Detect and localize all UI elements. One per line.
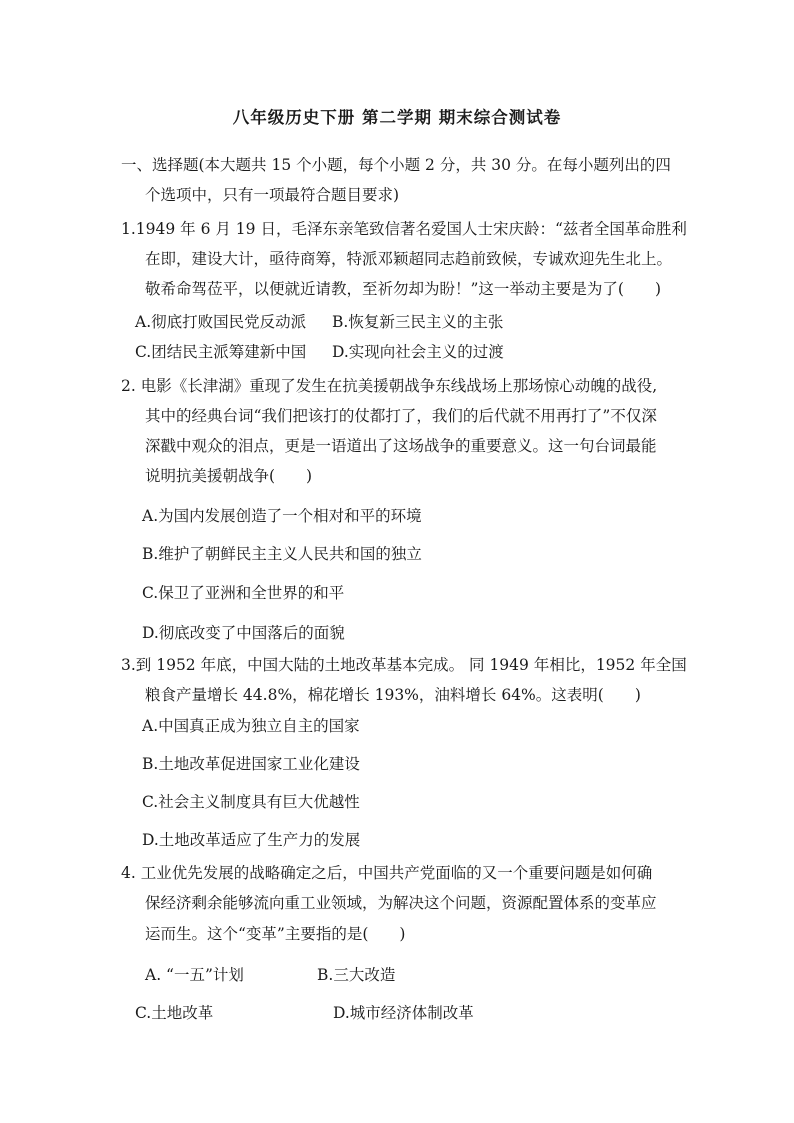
question-1-stem-line-1: 1.1949 年 6 月 19 日，毛泽东亲笔致信著名爱国人士宋庆龄：“兹者全国革命胜利 bbox=[121, 220, 687, 238]
question-4-stem-line-1: 4. 工业优先发展的战略确定之后，中国共产党面临的又一个重要问题是如何确 bbox=[121, 864, 653, 882]
exam-title: 八年级历史下册 第二学期 期末综合测试卷 bbox=[232, 108, 562, 127]
section-heading-line-1: 一、选择题(本大题共 15 个小题，每个小题 2 分，共 30 分。在每小题列出的四 bbox=[121, 156, 671, 174]
question-3-option-b[interactable]: B.土地改革促进国家工业化建设 bbox=[142, 755, 360, 773]
question-3-stem-line-1: 3.到 1952 年底，中国大陆的土地改革基本完成。 同 1949 年相比，1952 年全国 bbox=[121, 656, 687, 674]
question-2-stem-line-3: 深戳中观众的泪点，更是一语道出了这场战争的重要意义。这一句台词最能 bbox=[145, 437, 657, 455]
question-4-stem-line-3: 运而生。这个“变革”主要指的是( ) bbox=[145, 925, 406, 943]
question-4-option-c[interactable]: C.土地改革 bbox=[135, 1004, 214, 1022]
question-2-stem-line-2: 其中的经典台词“我们把该打的仗都打了，我们的后代就不用再打了”不仅深 bbox=[145, 407, 657, 425]
question-1-option-a[interactable]: A.彻底打败国民党反动派 bbox=[135, 313, 307, 331]
question-1-stem-line-2: 在即，建设大计，亟待商筹，特派邓颖超同志趋前致候，专诚欢迎先生北上。 bbox=[145, 250, 673, 268]
question-3-option-d[interactable]: D.土地改革适应了生产力的发展 bbox=[142, 831, 361, 849]
question-1-option-b[interactable]: B.恢复新三民主义的主张 bbox=[332, 313, 504, 331]
question-2-option-d[interactable]: D.彻底改变了中国落后的面貌 bbox=[142, 624, 345, 642]
question-3-option-c[interactable]: C.社会主义制度具有巨大优越性 bbox=[142, 793, 360, 811]
question-2-option-a[interactable]: A.为国内发展创造了一个相对和平的环境 bbox=[142, 507, 422, 525]
question-4-stem-line-2: 保经济剩余能够流向重工业领域，为解决这个问题，资源配置体系的变革应 bbox=[145, 894, 657, 912]
question-2-option-b[interactable]: B.维护了朝鲜民主主义人民共和国的独立 bbox=[142, 545, 422, 563]
question-3-stem-line-2: 粮食产量增长 44.8%，棉花增长 193%，油料增长 64%。这表明( ) bbox=[145, 686, 641, 704]
question-2-stem-line-1: 2. 电影《长津湖》重现了发生在抗美援朝战争东线战场上那场惊心动魄的战役, bbox=[121, 377, 658, 395]
question-1-stem-line-3: 敬希命驾莅平，以便就近请教，至祈勿却为盼！”这一举动主要是为了( ) bbox=[145, 280, 662, 298]
question-2-stem-line-4: 说明抗美援朝战争( ) bbox=[145, 467, 313, 485]
question-4-option-a[interactable]: A. “一五”计划 bbox=[145, 966, 244, 984]
question-4-option-d[interactable]: D.城市经济体制改革 bbox=[333, 1004, 474, 1022]
question-1-option-d[interactable]: D.实现向社会主义的过渡 bbox=[332, 343, 504, 361]
question-4-option-b[interactable]: B.三大改造 bbox=[317, 966, 396, 984]
question-2-option-c[interactable]: C.保卫了亚洲和全世界的和平 bbox=[142, 584, 345, 602]
question-3-option-a[interactable]: A.中国真正成为独立自主的国家 bbox=[142, 717, 360, 735]
section-heading-line-2: 个选项中，只有一项最符合题目要求) bbox=[145, 186, 400, 204]
question-1-option-c[interactable]: C.团结民主派筹建新中国 bbox=[135, 343, 307, 361]
